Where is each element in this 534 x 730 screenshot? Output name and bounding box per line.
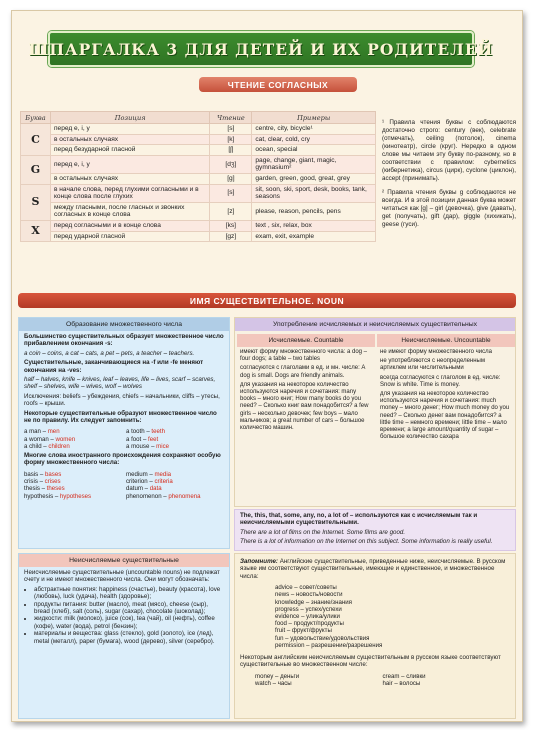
uncountable-category: • жидкости: milk (молоко), juice (сок), tea (чай), oil (нефть), coffee (кофе), water (вода), petrol (бензин); (34, 615, 224, 630)
foreign-plural-item: medium – media (126, 470, 172, 478)
table-row (21, 184, 376, 202)
plural-header: Образование множественного числа (19, 318, 229, 331)
uncountable-nouns-intro: Неисчисляемые существительные (uncountable nouns) не подлежат счету и не имеют множественного числа. Они могут обозначать: (24, 569, 220, 584)
remember-label: Запомните: (240, 558, 278, 565)
remember-word: news – новость/новости (275, 591, 343, 599)
position-cell: перед e, i, y (50, 124, 209, 135)
consonants-section-title: ЧТЕНИЕ СОГЛАСНЫХ (199, 77, 357, 92)
plural-form: phenomena (166, 492, 201, 500)
sound-cell: [g] (210, 173, 252, 184)
foreign-plural-item: criterion – criteria (126, 478, 173, 486)
table-row (21, 231, 376, 242)
remember-word: advice – совет/советы (275, 584, 337, 592)
usage-header: Употребление исчисляемых и неисчисляемых существительных (235, 318, 515, 331)
plural-rule-f-exceptions: Исключения: beliefs – убеждения, chiefs – начальники, cliffs – утесы, roofs – крыши. (24, 392, 220, 408)
uncountable-nouns-header: Неисчисляемые существительные (19, 554, 229, 567)
uncountable-rule: не имеют форму множественного числа (380, 349, 492, 355)
plural-form: mice (154, 442, 170, 450)
uncountable-header: Неисчисляемые. Uncountable (377, 334, 515, 347)
sound-cell: [s] (210, 124, 252, 135)
examples-cell: page, change, giant, magic, gymnasium² (252, 155, 376, 173)
letter-cell: G (21, 155, 51, 184)
remember-word-list (235, 584, 515, 649)
plural-form: theses (45, 485, 65, 493)
examples-cell: sit, soon, ski, sport, desk, books, tank, seasons (252, 184, 376, 202)
foreign-plural-item: thesis – theses (24, 485, 65, 493)
plural-rule-s: Большинство существительных образует множественное число прибавлением окончания -s: (24, 333, 224, 348)
table-row (21, 173, 376, 184)
plural-form: bases (43, 470, 62, 478)
examples-cell: please, reason, pencils, pens (252, 202, 376, 220)
usage-panel (234, 317, 516, 507)
foreign-plurals (19, 471, 229, 500)
foreign-plural-item: crisis – crises (24, 478, 61, 486)
col-examples: Примеры (252, 112, 376, 124)
irregular-plural-item: a child – children (24, 442, 70, 450)
remember-word: permission – разрешение/разрешения (275, 641, 383, 649)
uncountable-rule: не употребляются с неопределенным артиклем или числительными (380, 358, 485, 372)
plural-form: teeth (149, 428, 165, 436)
examples-cell: text , six, relax, box (252, 220, 376, 231)
foreign-plural-item: phenomenon – phenomena (126, 492, 201, 500)
foreign-plural-item: hypothesis – hypotheses (24, 492, 92, 500)
sound-cell: [ʃ] (210, 145, 252, 156)
sound-cell: [k] (210, 134, 252, 145)
position-cell: перед ударной гласной (50, 231, 209, 242)
table-row (21, 124, 376, 135)
plural-only-pairs (235, 673, 515, 687)
examples-cell: exam, exit, example (252, 231, 376, 242)
table-row (21, 220, 376, 231)
uncountable-rule: для указания на некоторое количество используются наречия и сочетания: much money – много денег; How much money do you need? – Сколько денег вам понадобится? a little time – немного времени; little time – мало времени; a large amount/quantity of sugar – большое количество сахара (380, 391, 510, 441)
countable-rule: имеют форму множественного числа: a dog – four dogs; a table – two tables (240, 349, 368, 363)
remember-word: food – продукт/продукты (275, 620, 344, 628)
letter-cell: X (21, 220, 51, 241)
position-cell: между гласными, после гласных и звонких согласных в конце слова (50, 202, 209, 220)
sound-cell: [dʒ] (210, 155, 252, 173)
remember-word: knowledge – знание/знания (275, 598, 352, 606)
countable-header: Исчисляемые. Countable (237, 334, 375, 347)
letter-cell: C (21, 124, 51, 156)
col-letter: Буква (21, 112, 51, 124)
plural-form: crises (42, 478, 61, 486)
consonants-table (20, 111, 376, 242)
position-cell: в остальных случаях (50, 173, 209, 184)
table-row (21, 134, 376, 145)
countable-column (237, 334, 375, 504)
uncountable-nouns-panel (18, 553, 230, 719)
remember-panel (234, 553, 516, 719)
determiners-example-2: There is a lot of information on the Internet on this subject. Some information is really useful. (240, 538, 493, 546)
plural-form: children (46, 442, 70, 450)
position-cell: перед e, i, y (50, 155, 209, 173)
letter-cell: S (21, 184, 51, 220)
irregular-plural-item: a man – men (24, 428, 60, 436)
sound-cell: [gz] (210, 231, 252, 242)
uncountable-category: • продукты питания: butter (масло), meat (мясо), cheese (сыр), bread (хлеб), salt (соль), sugar (сахар), chocolate (шоколад); (34, 601, 224, 616)
plural-only-word: hair – волосы (382, 680, 421, 688)
irregular-plural-item: a foot – feet (126, 435, 159, 443)
irregular-plurals (19, 428, 229, 450)
reading-notes (382, 119, 516, 235)
foreign-plural-item: datum – data (126, 485, 162, 493)
plural-rule-f: Существительные, заканчивающиеся на -f или -fe меняют окончания на -ves: (24, 359, 204, 374)
cheat-sheet (11, 10, 523, 722)
sound-cell: [z] (210, 202, 252, 220)
plural-form: media (152, 470, 172, 478)
plural-only-word: cream – сливки (382, 672, 426, 680)
col-position: Позиция (50, 112, 209, 124)
position-cell: перед согласными и в конце слова (50, 220, 209, 231)
table-row (21, 155, 376, 173)
noun-section-title: ИМЯ СУЩЕСТВИТЕЛЬНОЕ. NOUN (18, 293, 516, 308)
determiners-example-1: There are a lot of films on the Internet. Some films are good. (240, 528, 406, 536)
examples-cell: centre, city, bicycle¹ (252, 124, 376, 135)
plural-only-word: watch – часы (255, 680, 292, 688)
col-sound: Чтение (210, 112, 252, 124)
uncountable-column (377, 334, 515, 504)
plural-formation-panel (18, 317, 230, 549)
table-row (21, 145, 376, 156)
examples-cell: cat, clear, cold, cry (252, 134, 376, 145)
irregular-plural-item: a woman – women (24, 435, 76, 443)
plural-form: men (46, 428, 60, 436)
position-cell: в остальных случаях (50, 134, 209, 145)
plural-rule-s-examples: a coin – coins, a cat – cats, a pet – pets, a teacher – teachers. (24, 349, 195, 357)
examples-cell: ocean, special (252, 145, 376, 156)
plural-form: data (148, 485, 162, 493)
remember-text-2: Некоторым английским неисчисляемым существительным в русском языке соответствуют существительные во множественном числе: (240, 654, 501, 669)
sound-cell: [ks] (210, 220, 252, 231)
sound-cell: [s] (210, 184, 252, 202)
plural-form: women (53, 435, 76, 443)
plural-form: feet (146, 435, 159, 443)
plural-only-word: money – деньги (255, 672, 300, 680)
countable-rule: для указания на некоторое количество используются наречия и сочетания: many books – много книг; How many books do you need? – Сколько книг вам понадобится? a few girls – несколько девочек; few boys – мало мальчиков; a great number of cars – большое количество машин. (240, 381, 369, 432)
examples-cell: garden, green, good, great, grey (252, 173, 376, 184)
determiners-rule: The, this, that, some, any, no, a lot of – используются как с исчисляемым так и неисчисляемыми существительными. (240, 512, 478, 527)
plural-rule-irregular: Некоторые существительные образуют множественное число не по правилу. Их следует запомнить: (24, 409, 217, 425)
table-row (21, 202, 376, 220)
determiners-panel (234, 509, 516, 551)
remember-word: fun – удовольствие/удовольствия (275, 634, 370, 642)
remember-word: progress – успех/успехи (275, 605, 342, 613)
remember-word: evidence – улика/улики (275, 613, 340, 621)
page-title: ШПАРГАЛКА 3 ДЛЯ ДЕТЕЙ И ИХ РОДИТЕЛЕЙ (48, 31, 474, 67)
plural-rule-foreign: Многие слова иностранного происхождения сохраняют особую форму множественного числа: (24, 452, 221, 467)
uncountable-rule: всегда согласуются с глаголом в ед. числе: Snow is white. Time is money. (380, 374, 501, 388)
plural-form: criteria (152, 478, 173, 486)
note-g: ² Правила чтения буквы g соблюдаются не всегда. И в этой позиции данная буква может читаться как [g] – girl (девочка), give (давать), get (получать), gift (дар), giggle (хихикать), geese (гуси). (382, 189, 516, 228)
remember-text: Английские существительные, приведенные ниже, неисчисляемые. В русском языке им соответствуют существительные, имеющие и единственное, и множественное числа: (240, 558, 506, 580)
table-header-row (21, 112, 376, 124)
uncountable-category: • материалы и вещества: glass (стекло), gold (золото), ice (лед), metal (металл), paper (бумага), wood (дерево), silver (серебро). (34, 630, 224, 645)
remember-word: fruit – фрукт/фрукты (275, 627, 332, 635)
foreign-plural-item: basis – bases (24, 470, 62, 478)
position-cell: перед безударной гласной (50, 145, 209, 156)
note-c: ¹ Правила чтения буквы c соблюдаются достаточно строго: century (век), celebrate (отмечать), ceiling (потолок), cinema (кинотеатр), circle (круг). Нередко в одном слове мы читаем эту букву по-разному, но в соответствии с правилом: cybernetics (кибернетика), circus (цирк), cyclone (циклон), accept (принимать). (382, 119, 516, 182)
irregular-plural-item: a tooth – teeth (126, 428, 165, 436)
position-cell: в начале слова, перед глухими согласными и в конце слова после глухих (50, 184, 209, 202)
plural-form: hypotheses (58, 492, 92, 500)
countable-rule: согласуются с глаголами в ед. и мн. числе: A dog is small. Dogs are friendly animals. (240, 365, 366, 379)
irregular-plural-item: a mouse – mice (126, 442, 170, 450)
uncountable-category: • абстрактные понятия: happiness (счастье), beauty (красота), love (любовь), luck (удача), health (здоровье); (34, 586, 224, 601)
plural-rule-f-examples: half – halves, knife – knives, leaf – leaves, life – lives, scarf – scarves, shelf – shelves, wife – wives, wolf – wolves (24, 376, 216, 391)
